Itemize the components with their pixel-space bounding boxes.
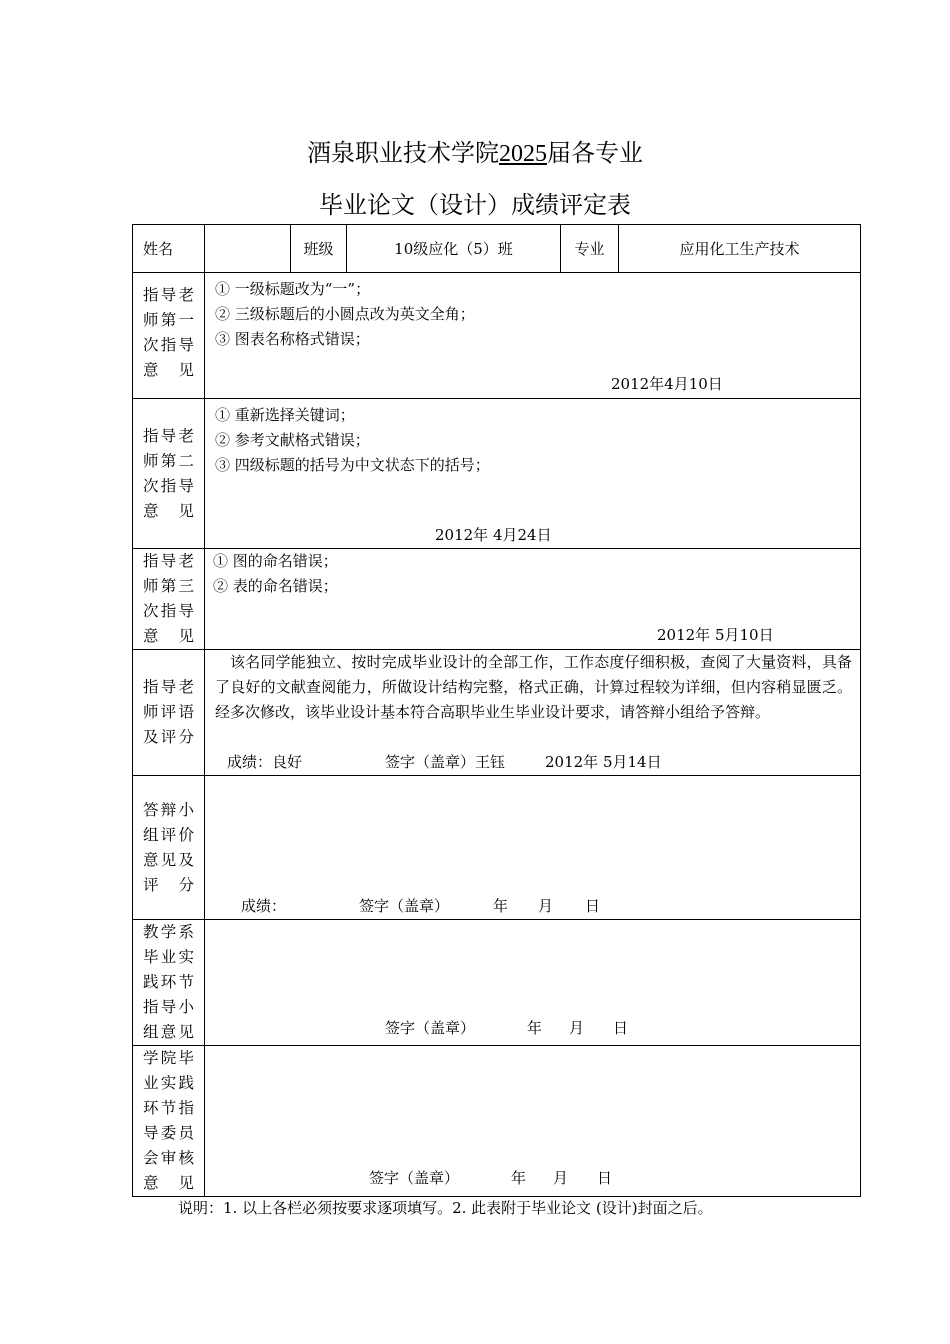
department-content[interactable] <box>205 920 861 1046</box>
college-label: 学院毕业实践环节指导委员会审核意见 <box>133 1046 205 1197</box>
first-guidance-item: ② 三级标题后的小圆点改为英文全角； <box>215 305 475 323</box>
class-label: 班级 <box>291 225 347 273</box>
class-value[interactable]: 10级应化（5）班 <box>347 225 561 273</box>
first-guidance-row <box>133 273 861 399</box>
first-guidance-label: 指导老师第一次指导意见 <box>133 273 205 399</box>
department-row <box>133 920 861 1046</box>
defense-group-label: 答辩小组评价意见及评分 <box>133 776 205 920</box>
first-guidance-content[interactable] <box>205 273 861 399</box>
department-signature: 签字（盖章） <box>385 1019 476 1037</box>
advisor-grade: 成绩：良好 <box>227 753 303 771</box>
second-guidance-row <box>133 399 861 549</box>
form-title-line1 <box>0 133 950 168</box>
title-prefix: 酒泉职业技术学院 <box>307 139 499 167</box>
defense-signature: 签字（盖章） <box>359 897 450 915</box>
name-value[interactable] <box>205 225 291 273</box>
second-guidance-label: 指导老师第二次指导意见 <box>133 399 205 549</box>
advisor-signature: 签字（盖章）王钰 <box>385 753 506 771</box>
evaluation-form-table <box>132 224 861 1197</box>
defense-day: 日 <box>585 897 601 915</box>
advisor-review-label: 指导老师评语及评分 <box>133 650 205 776</box>
first-guidance-item: ③ 图表名称格式错误； <box>215 330 370 348</box>
defense-group-content[interactable] <box>205 776 861 920</box>
title-year: 2025 <box>499 141 547 167</box>
advisor-comment: 该名同学能独立、按时完成毕业设计的全部工作，工作态度仔细积极，查阅了大量资料，具备了良好的文献查阅能力，所做设计结构完整，格式正确，计算过程较为详细，但内容稍显匮乏。经多次修改，该毕业设计基本符合高职毕业生毕业设计要求，请答辩小组给予答辩。 <box>215 653 852 721</box>
advisor-review-date: 2012年 5月14日 <box>545 753 662 771</box>
name-label: 姓名 <box>133 225 205 273</box>
third-guidance-row <box>133 549 861 650</box>
department-day: 日 <box>613 1019 629 1037</box>
defense-month: 月 <box>538 897 554 915</box>
defense-year: 年 <box>493 897 509 915</box>
third-guidance-item: ① 图的命名错误； <box>213 552 338 570</box>
department-year: 年 <box>527 1019 543 1037</box>
first-guidance-date: 2012年4月10日 <box>611 375 723 393</box>
college-signature: 签字（盖章） <box>369 1169 460 1187</box>
college-content[interactable] <box>205 1046 861 1197</box>
third-guidance-item: ② 表的命名错误； <box>213 577 338 595</box>
second-guidance-item: ① 重新选择关键词； <box>215 406 355 424</box>
advisor-review-row <box>133 650 861 776</box>
defense-grade: 成绩： <box>241 897 287 915</box>
department-month: 月 <box>569 1019 585 1037</box>
second-guidance-date: 2012年 4月24日 <box>435 526 552 544</box>
college-month: 月 <box>553 1169 569 1187</box>
third-guidance-date: 2012年 5月10日 <box>657 626 774 644</box>
third-guidance-content[interactable] <box>205 549 861 650</box>
second-guidance-item: ② 参考文献格式错误； <box>215 431 370 449</box>
footnote: 说明：1. 以上各栏必须按要求逐项填写。2. 此表附于毕业论文 (设计)封面之后。 <box>178 1199 713 1217</box>
form-title-line2: 毕业论文（设计）成绩评定表 <box>319 191 631 219</box>
first-guidance-item: ① 一级标题改为“一”； <box>215 280 371 298</box>
college-day: 日 <box>597 1169 613 1187</box>
third-guidance-label: 指导老师第三次指导意见 <box>133 549 205 650</box>
second-guidance-content[interactable] <box>205 399 861 549</box>
department-label: 教学系毕业实践环节指导小组意见 <box>133 920 205 1046</box>
second-guidance-item: ③ 四级标题的括号为中文状态下的括号； <box>215 456 490 474</box>
major-value[interactable]: 应用化工生产技术 <box>619 225 861 273</box>
header-row <box>133 225 861 273</box>
title-suffix: 届各专业 <box>547 139 643 167</box>
major-label: 专业 <box>561 225 619 273</box>
advisor-review-content[interactable] <box>205 650 861 776</box>
college-row <box>133 1046 861 1197</box>
defense-group-row <box>133 776 861 920</box>
college-year: 年 <box>511 1169 527 1187</box>
